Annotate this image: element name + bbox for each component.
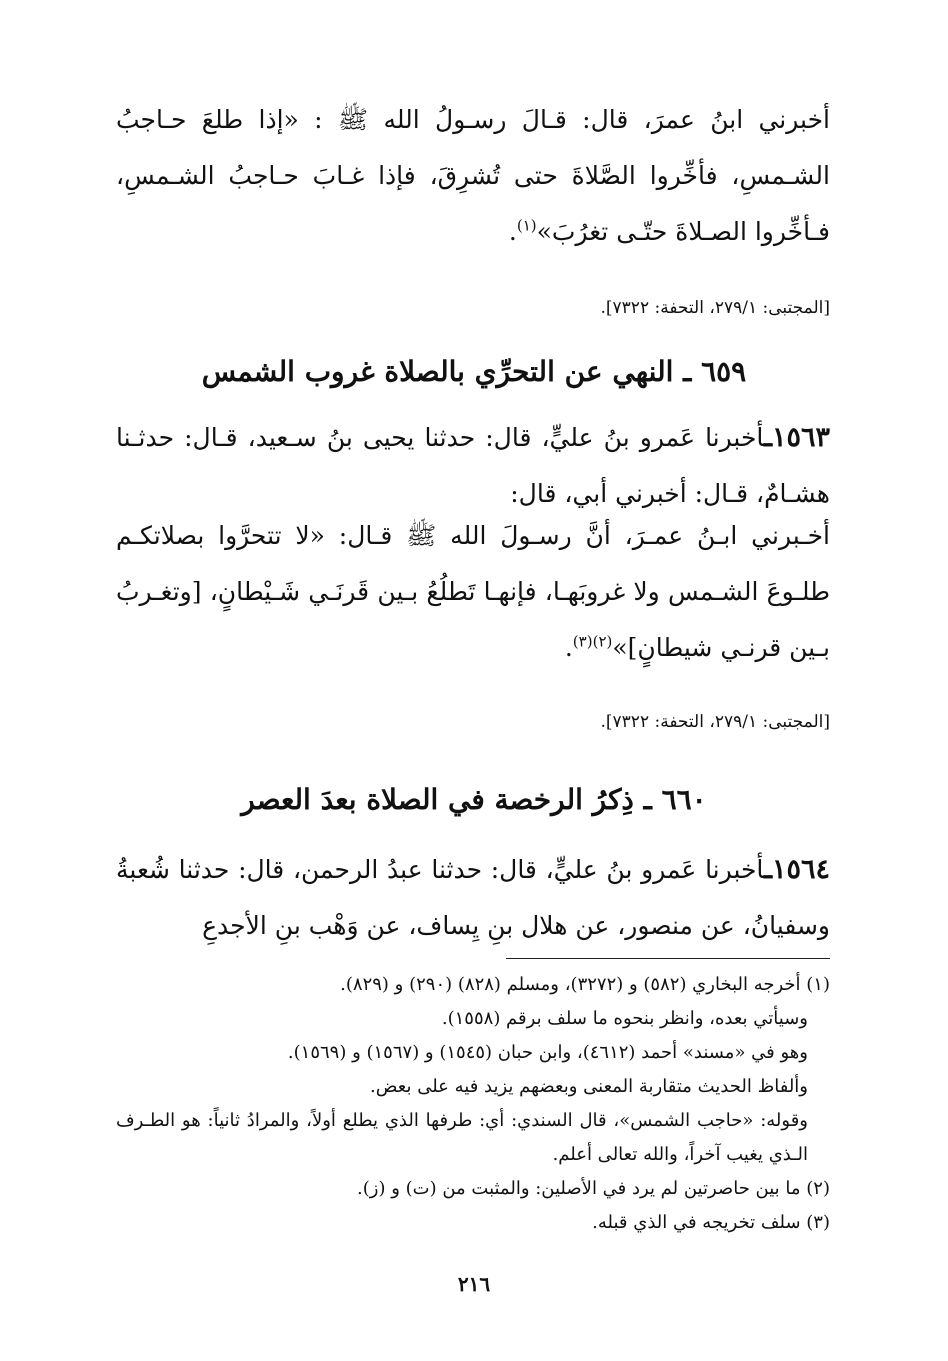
hadith-1563-matn [116, 508, 830, 676]
footnote-1: (١) أخرجه البخاري (٥٨٢) و (٣٢٧٢)، ومسلم (٨٢٨) (٢٩٠) و (٨٢٩). [340, 974, 830, 995]
source-reference: [المجتبى: ٢٧٩/١، التحفة: ٧٣٢٢]. [600, 712, 830, 732]
hadith-text: أخـبرني ابـنُ عمـرَ، أنَّ رسـولَ الله ﷺ قـال: «لا تتحرَّوا بصلاتكـم طلـوعَ الشـمس ولا غروبَهـا، فإنهـا تَطلُعُ بـين قَرنَـي شَـيْطانٍ، [وتغـربُ بـين قرنـي شيطانٍ]» [116, 521, 830, 662]
sentence-end: . [508, 217, 517, 246]
footnote-1-line: وألفاظ الحديث متقاربة المعنى وبعضهم يزيد فيه على بعض. [370, 1076, 808, 1097]
source-reference: [المجتبى: ٢٧٩/١، التحفة: ٧٣٢٢]. [600, 298, 830, 318]
footnote-1-line: وقوله: «حاجب الشمس»، قال السندي: أي: طرفها الذي يطلع أولاً، والمرادُ ثانياً: هو الطـرف الـذي يغيب آخراً، والله تعالى أعلم. [116, 1110, 808, 1165]
hadith-text: أخبرنا عَمرو بنُ عليٍّ، قال: حدثنا عبدُ الرحمن، قال: حدثنا شُعبةُ وسفيانُ، عن منصور، عن هلال بنِ يِساف، عن وَهْب بنِ الأجدعِ [116, 855, 830, 940]
section-heading-660 [0, 780, 948, 820]
footnotes [116, 968, 830, 1240]
section-title: ذِكرُ الرخصة في الصلاة بعدَ العصر [241, 783, 634, 816]
section-number: ٦٦٠ ـ [643, 783, 707, 816]
hadith-chain: أخبرنا عَمرو بنُ عليٍّ، قال: حدثنا يحيى بنُ سـعيد، قـال: حدثـنا هشـامٌ، قـال: أخبرني أبي، قال: [116, 423, 830, 508]
footnote-1-line: وسيأتي بعده، وانظر بنحوه ما سلف برقم (١٥٥٨). [441, 1008, 808, 1029]
hadith-text: أخبرني ابنُ عمرَ، قال: قـالَ رسـولُ الله ﷺ : «إذا طلعَ حـاجبُ الشـمسِ، فأخِّروا الصَّلاةَ حتى تُشرِقَ، فإذا غـابَ حـاجبُ الشـمسِ، فـأخِّروا الصـلاةَ حتّـى تغرُبَ» [116, 105, 830, 246]
hadith-number: ١٥٦٣ـ [764, 422, 830, 453]
section-heading-659 [0, 352, 948, 392]
footnote-separator [506, 958, 830, 959]
section-number: ٦٥٩ ـ [683, 355, 747, 388]
page-number: ٢١٦ [457, 1272, 491, 1296]
footnote-2: (٢) ما بين حاصرتين لم يرد في الأصلين: والمثبت من (ت) و (ز). [357, 1178, 830, 1199]
section-title: النهي عن التحرِّي بالصلاة غروب الشمس [201, 355, 674, 388]
footnote-3: (٣) سلف تخريجه في الذي قبله. [592, 1212, 830, 1233]
hadith-number: ١٥٦٤ـ [764, 854, 830, 885]
footnote-1-line: وهو في «مسند» أحمد (٤٦١٢)، وابن حبان (١٥٤٥) و (١٥٦٧) و (١٥٦٩). [287, 1042, 808, 1063]
hadith-1564 [116, 842, 830, 954]
sentence-end: . [564, 633, 573, 662]
hadith-1563-isnad [116, 410, 830, 522]
footnote-marker[interactable]: (٢)(٣) [572, 632, 613, 651]
hadith-continuation [116, 92, 830, 260]
footnote-marker[interactable]: (١) [516, 216, 537, 235]
